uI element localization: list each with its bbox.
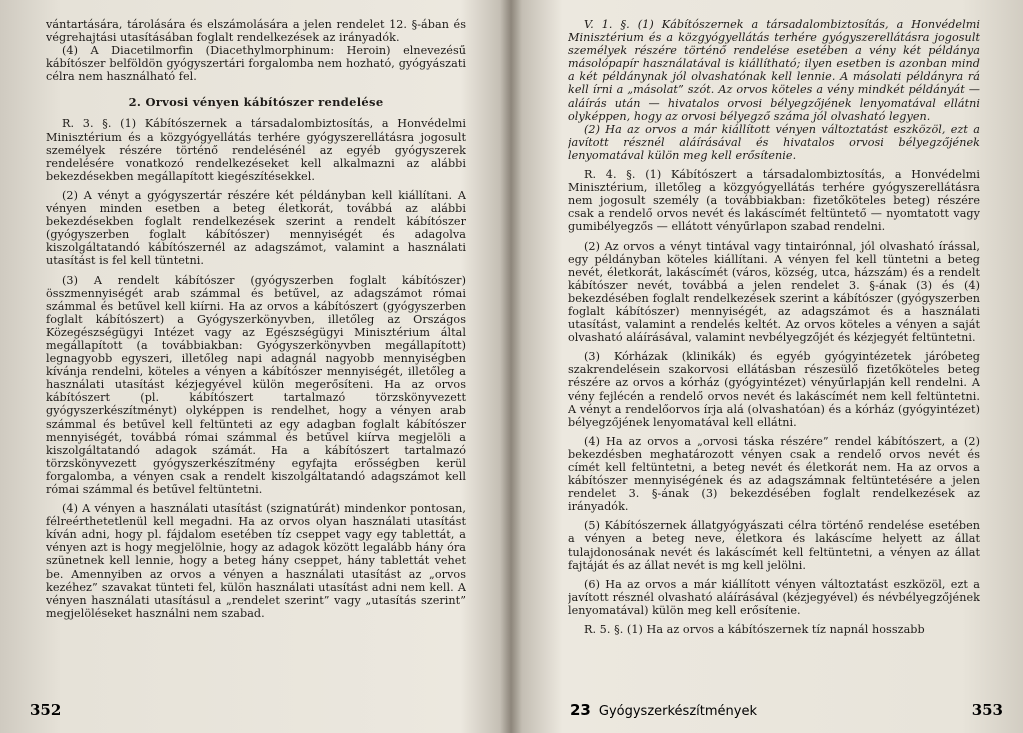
left-paragraph: R. 3. §. (1) Kábítószernek a társadalombiztosítás, a Honvédelmi Minisztérium és a közgyógyellátás terhére gyógyszerellátásra jogosult személyek részére történő rendelésénél az egyéb gyógyszerek rendelésére vonatkozó rendelkezéseket kell alkalmazni az alábbi bekezdésekben megállapított kiegészítésekkel.: [46, 117, 466, 183]
right-italic-paragraph: (2) Ha az orvos a már kiállított vényen változtatást eszközöl, ezt a javított résznél aláírásával és hivatalos orvosi bélyegzőjének lenyomatával külön meg kell erősítenie.: [568, 122, 980, 162]
page-number-right: 353: [971, 701, 1003, 719]
footer-title: [570, 701, 757, 719]
left-paragraph: (3) A rendelt kábítószer (gyógyszerben foglalt kábítószer) összmennyiségét arab számmal és betűvel, az adagszámot római számmal és betűvel kell kiírni. Ha az orvos a kábítószert (gyógyszerben foglalt kábítószert) a Gyógyszerkönyvben, illetőleg az Országos Közegészségügyi Intézet vagy az Egészségügyi Minisztérium által megállapított (a továbbiakban: Gyógyszerkönyvben megállapított) legnagyobb egyszeri, illetőleg napi adagnál nagyobb mennyiségben kívánja rendelni, köteles a vényen a kábítószer mennyiségét, illetőleg a használati utasítást kézjegyével külön megerősíteni. Ha az orvos kábítószert (pl. kábítószert tartalmazó törzskönyvezett gyógyszerkészítményt) olyképpen is rendelhet, hogy a vényen arab számmal és betűvel kell feltünteti az egy adagban foglalt kábítószer mennyiségét, továbbá római számmal és betűvel kiírva megjelöli a kiszolgáltatandó adagok számát. Ha a kábítószert tartalmazó törzskönyvezett gyógyszerkészítmény egyfajta erősségben kerül forgalomba, a vényen csak a rendelt kiszolgáltatandó adagszámot kell római számmal és betűvel feltüntetni.: [46, 273, 466, 496]
right-paragraph: (6) Ha az orvos a már kiállított vényen változtatást eszközöl, ezt a javított résznél olvasható aláírásával (kézjegyével) és névbélyegzőjének lenyomatával) külön meg kell erősítenie.: [568, 577, 980, 617]
page-number-left: 352: [30, 701, 62, 719]
signature-mark: 23: [570, 701, 591, 719]
left-intro-2: (4) A Diacetilmorfin (Diacethylmorphinum: Heroin) elnevezésű kábítószer belföldön gyógyszertári forgalomba nem hozható, gyógyászati célra nem használható fel.: [46, 44, 466, 84]
right-paragraph: (3) Kórházak (klinikák) és egyéb gyógyintézetek járóbeteg szakrendelésein szakorvosi ellátásban részesülő fizetőköteles beteg részére az orvos a kórház (gyógyintézet) vényűrlapján kell rendelni. A vény fejlécén a rendelő orvos nevét és lakáscímét nem kell feltüntetni. A vényt a rendelőorvos írja alá (olvashatóan) és a kórház (gyógyintézet) bélyegzőjének lenyomatával kell ellátni.: [568, 350, 980, 429]
left-intro-1: vántartására, tárolására és elszámolására a jelen rendelet 12. §-ában és végrehajtási utasításában foglalt rendelkezések az irányadók.: [46, 18, 466, 45]
left-paragraph: (2) A vényt a gyógyszertár részére két példányban kell kiállítani. A vényen minden esetben a beteg életkorát, továbbá az alábbi bekezdésekben foglalt rendelkezések szerint a rendelt kábítószer (gyógyszerben foglalt kábítószer) mennyiségét és adagolva kiszolgáltatandó kábítószernél az adagszámot, valamint a használati utasítást is fel kell tüntetni.: [46, 188, 466, 268]
left-page: [46, 18, 466, 718]
right-italic-paragraph: V. 1. §. (1) Kábítószernek a társadalombiztosítás, a Honvédelmi Minisztérium és a közgyógyellátás terhére gyógyszerellátásra jogosult személyek részére történő rendelése esetében a vény két példánya másolópapír használatával is kiállítható; ilyen esetben is azonban mind a két példánynak jól olvashatónak kell lennie. A másolati példányra rá kell írni a „másolat” szót. Az orvos köteles a vény mindkét példányát — aláírás után — hivatalos orvosi bélyegzőjének lenyomatával ellátni olyképpen, hogy az orvosi bélyegző száma jól olvasható legyen.: [568, 18, 980, 123]
footer-title-text: Gyógyszerkészítmények: [598, 704, 757, 719]
book-gutter: [500, 0, 522, 733]
right-paragraph: R. 5. §. (1) Ha az orvos a kábítószernek tíz napnál hosszabb: [584, 623, 925, 637]
section-heading: 2. Orvosi vényen kábítószer rendelése: [128, 95, 384, 110]
right-page: [568, 18, 980, 718]
right-paragraph: (5) Kábítószernek állatgyógyászati célra történő rendelése esetében a vényen a beteg neve, életkora és lakáscíme helyett az állat tulajdonosának nevét és lakáscímét kell feltüntetni, a vényen az állat fajtáját és az állat nevét is mg kell jelölni.: [568, 519, 980, 572]
right-paragraph: (4) Ha az orvos a „orvosi táska részére” rendel kábítószert, a (2) bekezdésben meghatározott vényen csak a rendelő orvos nevét és címét kell feltüntetni, a beteg nevét és életkorát nem. Ha az orvos a kábítószer mennyiségének és az adagszámnak feltüntetésére a jelen rendelet 3. §-ának (3) bekezdésében foglalt rendelkezések az irányadók.: [568, 434, 980, 514]
left-paragraph: (4) A vényen a használati utasítást (szignatúrát) mindenkor pontosan, félreérthetetlenül kell megadni. Ha az orvos olyan használati utasítást kíván adni, hogy pl. fájdalom esetében tíz cseppet vagy egy tablettát, a vényen azt is hogy megjelölnie, hogy az adagok között legalább hány óra szünetnek kell lennie, hogy a beteg hány cseppet, hány tablettát vehet be. Amennyiben az orvos a vényen a használati utasítást az „orvos kezéhez” szavakat tünteti fel, külön használati utasítást adni nem kell. A vényen használati utasításul a „rendelet szerint” vagy „utasítás szerint” megjelöléseket használni nem szabad.: [46, 502, 466, 620]
right-paragraph: (2) Az orvos a vényt tintával vagy tintairónnal, jól olvasható írással, egy példányban köteles kiállítani. A vényen fel kell tüntetni a beteg nevét, életkorát, lakáscímét (város, község, utca, házszám) és a rendelt kábítószer nevét, továbbá a jelen rendelet 3. §-ának (3) és (4) bekezdésében foglalt rendelkezések szerint a kábítószer (gyógyszerben foglalt kábítószer) mennyiségét, az adagszámot és a használati utasítást, valamint a rendelés keltét. Az orvos köteles a vényen a saját olvasható aláírásával, valamint nevbélyegzőjét és kézjegyét feltüntetni.: [568, 239, 980, 345]
right-paragraph: R. 4. §. (1) Kábítószert a társadalombiztosítás, a Honvédelmi Minisztérium, illetőleg a közgyógyellátás terhére gyógyszerellátásra nem jogosult személy (a továbbiakban: fizetőköteles beteg) részére csak a rendelő orvos nevét és lakáscímét feltüntető — nyomtatott vagy gumibélyegzős — ellátott vényűrlapon szabad rendelni.: [568, 168, 980, 234]
